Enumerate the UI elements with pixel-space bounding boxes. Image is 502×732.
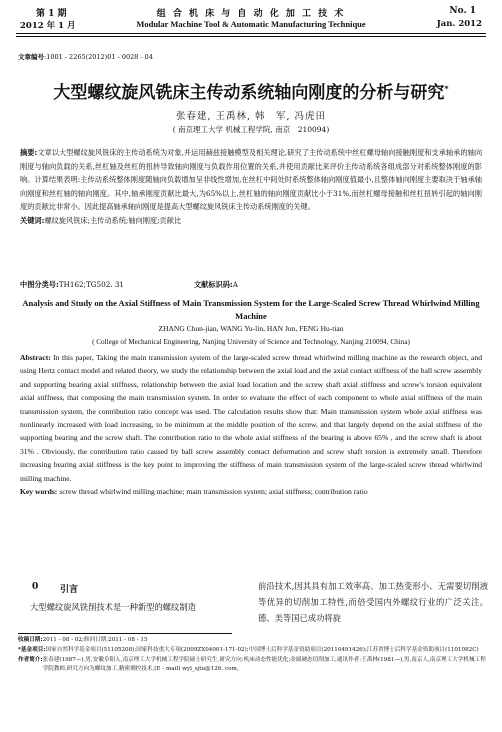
fund-value: 国家自然科学基金项目(51105208);国家科技重大专项(2009ZX04001-171-02);中国博士后科学基金资助项目(20110491426);江苏省博士后科学基金资助项目(1101082C) (45, 646, 479, 653)
received-value: 2011 - 08 - 02;修回日期:2011 - 08 - 15 (42, 637, 148, 643)
date-cn: 2012 年 1 月 (20, 21, 76, 31)
header-rule-thick (16, 33, 486, 34)
intro-left-column: 大型螺纹旋风铣削技术是一种新型的螺纹制造 (30, 602, 196, 612)
authors-cn: 张春建, 王禹林, 韩 军, 冯虎田 (175, 111, 327, 122)
abstract-cn-text: 文章以大型螺纹旋风铣床的主传动系统为对象,并运用赫兹接触模型及相关理论,研究了主传动系统中丝杠螺母轴向接触刚度和支承轴承的轴向刚度与轴向负载的关系,丝杠轴及丝杠的扭转导致轴向刚度与负载作用位置的关系,并使用贡献比来评价主传动系统各组成部分对系统整体刚度的影响。计算结果表明:主传动系统整体刚度随轴向负载增加呈非线性增加,在丝杠中间处时系统整体轴向刚度值最小,且整体轴向刚度主要取决于轴承轴向刚度和丝杠轴的轴向刚度。其中,轴承刚度贡献比最大,为65%以上,丝杠轴的轴向刚度贡献比小于31%,而丝杠螺母接触和丝杠扭转引起的轴向刚度的贡献比非常小。因此提高轴承轴向刚度是提高大型螺纹旋风铣床主传动系统刚度的关键。 (20, 148, 483, 212)
footnotes (18, 636, 488, 675)
journal-name-cn: 组 合 机 床 与 自 动 化 加 工 技 术 (156, 9, 346, 19)
volume-number: No. 1 (449, 6, 476, 16)
paper-title-cn (18, 78, 484, 103)
footnote-rule (18, 633, 232, 634)
abstract-cn (20, 146, 482, 228)
authors-en: ZHANG Chun-jian, WANG Yu-lin, HAN Jun, FENG Hu-tian (158, 324, 344, 333)
paper-title-en: Analysis and Study on the Axial Stiffness of Main Transmission System for the Large-Scaled Screw Thread Whirlwind Milling Machine (22, 298, 480, 321)
running-header (16, 6, 486, 44)
doc-code-label: 文献标识码: (193, 280, 233, 289)
title-footnote-mark: * (444, 84, 449, 94)
header-rule-thin (16, 36, 486, 37)
footnote-author (18, 656, 488, 676)
author-bio-label: 作者简介: (18, 656, 43, 663)
article-number-label: 文章编号 (18, 53, 44, 61)
affiliation-en: ( College of Mechanical Engineering, Nanjing University of Science and Technology, Nanjing 210094, China) (92, 338, 410, 346)
abstract-cn-label: 摘要: (20, 148, 38, 157)
section-heading: 引言 (60, 585, 79, 595)
classification-line (20, 280, 238, 290)
clc-label: 中图分类号: (20, 280, 59, 289)
issue-number: 第 1 期 (36, 9, 67, 19)
footnote-fund (18, 646, 488, 656)
article-number (18, 52, 153, 61)
keywords-cn-text: 螺纹旋风铣床;主传动系统;轴向刚度;贡献比 (44, 215, 182, 225)
article-number-value: :1001 - 2265(2012)01 - 0028 - 04 (44, 53, 153, 61)
keywords-en-label: Key words: (20, 487, 58, 497)
title-text: 大型螺纹旋风铣床主传动系统轴向刚度的分析与研究 (53, 83, 445, 103)
date-en: Jan. 2012 (436, 19, 482, 29)
doc-code-value: A (232, 280, 238, 289)
section-number: 0 (32, 582, 39, 592)
abstract-en-text: In this paper, Taking the main transmission system of the large-scaled screw thread whirlwind milling machine as the research object, and using Hertz contact model and related theory, we study the relationship between the axial load and the axial contact stiffness of the ball screw assembly and supporting bearing axial stiffness, relationship between the axial load location and the screw shaft axial stiffness and screw's torsion equivalent axial stiffness, that composing the main transmission system. In order to evaluate the effect of each component to whole axial stiffness of the main transmission system, the contribution ratio concept was used. The calculation results show that: Main transmission system whole axial stiffness was nonlinearly increased with load increasing, to be minimum at the middle position of the screw, and that largely depend on the axial stiffness of the supporting bearing and the screw shaft. The contribution ratio to the whole axial stiffness of the bearing is above 65% , and the screw shaft is about 31% . Obviously, the contribution ratio caused by ball screw assembly contact deformation and screw shaft torsion is extremely small. Therefore increasing bearing axial stiffness is the key point to improving the stiffness of main transmission system of the large-scaled screw thread whirlwind milling machine. (20, 353, 482, 483)
intro-right-column: 前沿技术,因其具有加工效率高、加工热变形小、无需要切削液等优异的切削加工特性,而倍受国内外螺纹行业的广泛关注。德、美等国已成功将旋 (258, 581, 488, 623)
fund-label: *基金项目: (18, 646, 46, 653)
journal-name-en: Modular Machine Tool & Automatic Manufacturing Technique (136, 19, 366, 29)
abstract-en (20, 351, 482, 498)
footnote-received (18, 636, 488, 646)
author-bio-value: 张春建(1987—),男,安徽阜阳人,南京理工大学机械工程学院硕士研究生,研究方向:机床动态性能优化;金属硬态切削加工;通讯作者:王禹林(1981—),男,南京人,南京理工大学机械工程学院教师,研究方向为螺纹加工,精密测控技术,(E - mail) wyl_sjtu@126. com。 (42, 656, 486, 673)
received-label: 收稿日期: (18, 637, 43, 643)
keywords-en-text: screw thread whirlwind milling machine; main transmission system; axial stiffness; contribution ratio (59, 487, 368, 497)
clc-value: TH162;TG502. 31 (58, 280, 124, 289)
affiliation-cn: ( 南京理工大学 机械工程学院, 南京 210094) (172, 125, 330, 134)
keywords-cn-label: 关键词: (20, 215, 45, 225)
abstract-en-label: Abstract: (20, 353, 51, 362)
